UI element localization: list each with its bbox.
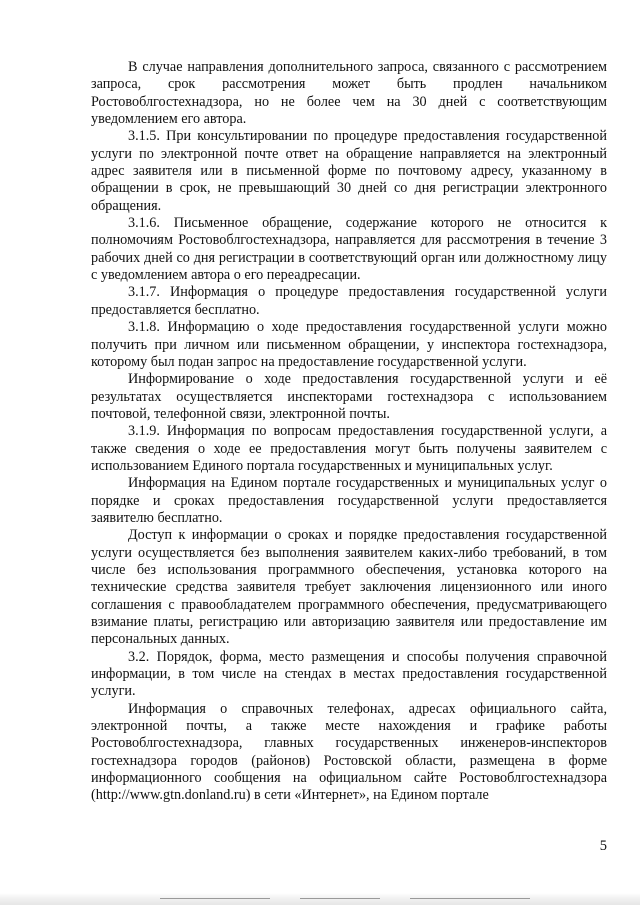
- scan-artifact-line: [410, 898, 530, 899]
- paragraph-access: Доступ к информации о сроках и порядке предоставления государственной услуги осуществляется без выполнения заявителем каких-либо требований, в том числе без использования программного обеспечения, установка которого на технические средства заявителя требует заключения лицензионного или иного соглашения с правообладателем программного обеспечения, предусматривающего взимание платы, регистрацию или авторизацию заявителя или предоставление им персональных данных.: [91, 527, 607, 648]
- paragraph-portal-info: Информация на Едином портале государственных и муниципальных услуг о порядке и сроках предоставления государственной услуги предоставляется заявителю бесплатно.: [91, 475, 607, 526]
- paragraph-3-1-6: 3.1.6. Письменное обращение, содержание которого не относится к полномочиям Ростовоблгостехнадзора, направляется для рассмотрения в течение 3 рабочих дней со дня регистрации в соответствующий орган или должностному лицу с уведомлением автора о его переадресации.: [91, 215, 607, 284]
- paragraph-3-2: 3.2. Порядок, форма, место размещения и способы получения справочной информации, в том числе на стендах в местах предоставления государственной услуги.: [91, 648, 607, 700]
- document-body: [91, 59, 607, 805]
- scan-artifact-line: [300, 898, 380, 899]
- scan-bottom-edge: [0, 893, 640, 905]
- page-number: 5: [599, 838, 607, 854]
- scan-artifact-line: [160, 898, 270, 899]
- paragraph-reference-info: Информация о справочных телефонах, адресах официального сайта, электронной почты, а также месте нахождения и графике работы Ростовоблгостехнадзора, главных государственных инженеров-инспекторов гостехнадзора городов (районов) Ростовской области, размещена в форме информационного сообщения на официальном сайте Ростовоблгостехнадзора (http://www.gtn.donland.ru) в сети «Интернет», на Едином портале: [91, 700, 607, 804]
- paragraph-3-1-8: 3.1.8. Информацию о ходе предоставления государственной услуги можно получить при личном или письменном обращении, у инспектора гостехнадзора, которому был подан запрос на предоставление государственной услуги.: [91, 319, 607, 370]
- paragraph-3-1-9: 3.1.9. Информация по вопросам предоставления государственной услуги, а также сведения о ходе ее предоставления могут быть получены заявителем с использованием Единого портала государственных и муниципальных услуг.: [91, 423, 607, 474]
- paragraph-3-1-7: 3.1.7. Информация о процедуре предоставления государственной услуги предоставляется бесплатно.: [91, 284, 607, 318]
- paragraph-3-1-5: 3.1.5. При консультировании по процедуре предоставления государственной услуги по электронной почте ответ на обращение направляется на электронный адрес заявителя или в письменной форме по почтовому адресу, указанному в обращении в срок, не превышающий 30 дней со дня регистрации электронного обращения.: [91, 128, 607, 214]
- paragraph-additional-request: В случае направления дополнительного запроса, связанного с рассмотрением запроса, срок рассмотрения может быть продлен начальником Ростовоблгостехнадзора, но не более чем на 30 дней с соответствующим уведомлением его автора.: [91, 59, 607, 128]
- paragraph-informing: Информирование о ходе предоставления государственной услуги и её результатах осуществляется инспекторами гостехнадзора с использованием почтовой, телефонной связи, электронной почты.: [91, 371, 607, 422]
